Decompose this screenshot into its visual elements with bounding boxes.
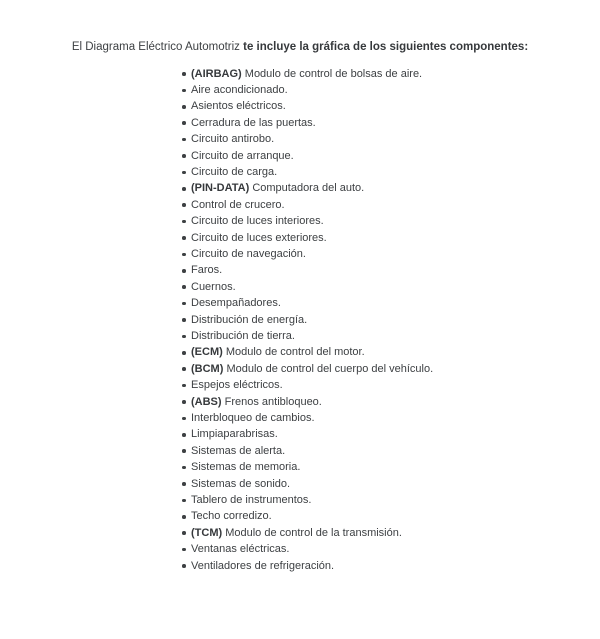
component-text: Sistemas de alerta.: [191, 444, 286, 457]
component-acronym: (TCM): [191, 526, 223, 539]
component-acronym: (ABS): [191, 395, 222, 408]
component-text: Interbloqueo de cambios.: [191, 412, 315, 425]
list-item: [191, 525, 600, 541]
list-item: [191, 131, 600, 147]
component-text: Modulo de control del motor.: [225, 346, 365, 359]
list-item: [191, 558, 600, 574]
component-text: Techo corredizo.: [191, 510, 272, 523]
component-text: Frenos antibloqueo.: [224, 395, 322, 408]
component-text: Cuernos.: [191, 280, 236, 293]
component-text: Modulo de control del cuerpo del vehículo.: [226, 362, 434, 375]
component-text: Distribución de tierra.: [191, 330, 295, 342]
component-text: Sistemas de sonido.: [191, 477, 291, 490]
list-item: [191, 164, 600, 180]
list-item: [191, 66, 600, 82]
component-text: Desempañadores.: [191, 297, 281, 310]
components-list: [0, 66, 600, 575]
component-text: Limpiaparabrisas.: [191, 428, 278, 441]
component-text: Asientos eléctricos.: [191, 100, 286, 113]
list-item: [191, 180, 600, 196]
component-text: Tablero de instrumentos.: [191, 494, 312, 507]
list-item: [191, 328, 600, 344]
component-text: Modulo de control de la transmisión.: [225, 526, 402, 539]
list-item: [191, 410, 600, 426]
document-page: [0, 39, 600, 639]
list-item: [191, 344, 600, 360]
list-item: [191, 476, 600, 492]
list-item: [191, 213, 600, 229]
list-item: [191, 197, 600, 213]
page-title: [69, 39, 531, 57]
list-item: [191, 230, 600, 246]
component-text: Circuito de carga.: [191, 165, 278, 178]
list-item: [191, 443, 600, 459]
component-text: Circuito de luces interiores.: [191, 215, 324, 228]
list-item: [191, 262, 600, 278]
component-text: Computadora del auto.: [252, 182, 365, 195]
list-item: [191, 361, 600, 377]
component-text: Control de crucero.: [191, 198, 285, 211]
list-item: [191, 459, 600, 475]
title-bold-text: te incluye la gráfica de los siguientes componentes:: [243, 41, 529, 53]
list-item: [191, 426, 600, 442]
component-text: Faros.: [191, 264, 223, 277]
list-item: [191, 508, 600, 524]
component-text: Sistemas de memoria.: [191, 461, 301, 474]
list-item: [191, 98, 600, 114]
title-regular-text: El Diagrama Eléctrico Automotriz: [71, 41, 240, 53]
list-item: [191, 492, 600, 508]
component-text: Ventiladores de refrigeración.: [191, 559, 335, 572]
component-text: Circuito antirobo.: [191, 133, 275, 146]
list-item: [191, 312, 600, 328]
component-text: Circuito de navegación.: [191, 247, 306, 260]
component-acronym: (ECM): [191, 346, 223, 359]
list-item: [191, 148, 600, 164]
list-item: [191, 541, 600, 557]
component-text: Circuito de arranque.: [191, 149, 294, 162]
component-text: Aire acondicionado.: [191, 83, 288, 96]
component-acronym: (BCM): [191, 362, 224, 375]
component-acronym: (PIN-DATA): [191, 182, 250, 195]
list-item: [191, 82, 600, 98]
component-text: Ventanas eléctricas.: [191, 543, 290, 556]
list-item: [191, 394, 600, 410]
list-item: [191, 115, 600, 131]
component-text: Modulo de control de bolsas de aire.: [244, 67, 423, 80]
list-item: [191, 295, 600, 311]
list-item: [191, 246, 600, 262]
component-text: Circuito de luces exteriores.: [191, 231, 327, 244]
component-acronym: (AIRBAG): [191, 67, 242, 80]
list-item: [191, 279, 600, 295]
component-text: Cerradura de las puertas.: [191, 116, 316, 129]
component-text: Distribución de energía.: [191, 313, 308, 326]
component-text: Espejos eléctricos.: [191, 379, 283, 392]
list-item: [191, 377, 600, 393]
